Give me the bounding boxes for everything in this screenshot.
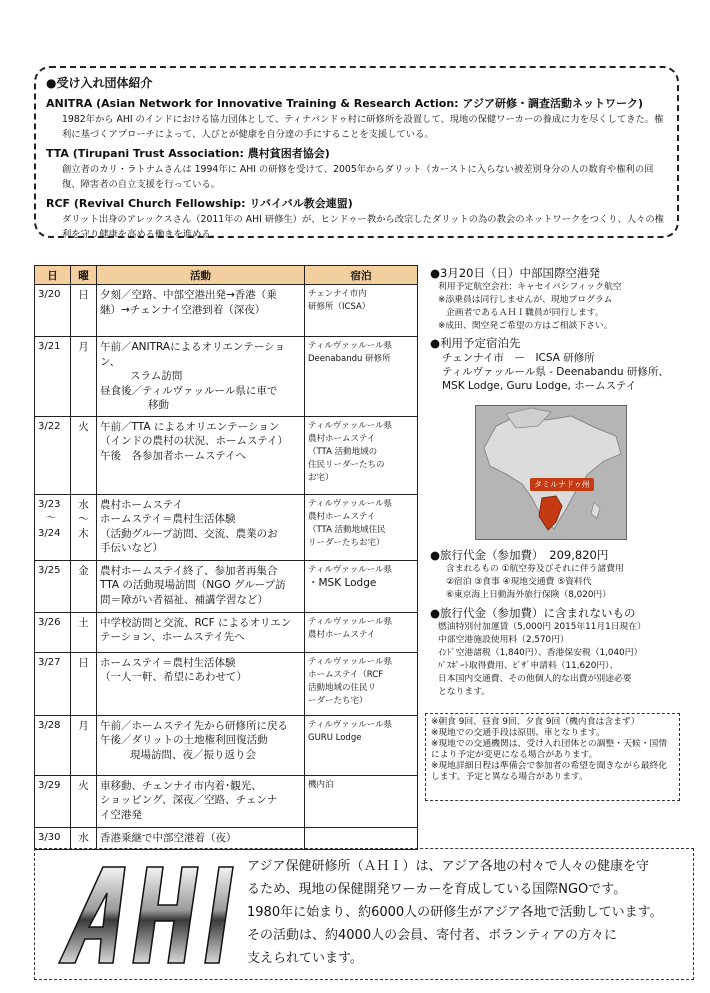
activity-line: 午後 各参加者ホームステイへ — [100, 449, 247, 462]
lodging-line: ティルヴァッルール県 — [308, 719, 393, 730]
ahi-description — [247, 855, 687, 970]
lodging-line: 活動地域の住民リ — [308, 682, 377, 693]
row-activity — [97, 775, 305, 827]
activity-line: 農村ホームステイ — [100, 498, 184, 511]
activity-line: 現場訪問、夜／振り返り会 — [130, 748, 256, 761]
ahi-logo-graphic — [55, 859, 235, 971]
row-activity — [97, 337, 305, 417]
org-title: ANITRA (Asian Network for Innovative Training & Research Action: アジア研修・調査活動ネットワーク) — [46, 97, 643, 110]
excluded-line: ﾊﾟｽﾎﾟｰﾄ取得費用、ﾋﾞｻﾞ申請料（11,620円）、 — [438, 661, 619, 671]
activity-line: スラム訪問 — [130, 370, 183, 382]
lodging-line: ティルヴァッルール県 — [308, 498, 393, 509]
row-dow: 日 — [71, 652, 97, 715]
row-date: 3/30 — [35, 827, 71, 849]
activity-line: ホームステイ＝農村生活体験 — [100, 513, 236, 525]
lodging-line: 農村ホームステイ — [308, 629, 376, 640]
activity-line: 香港乗継で中部空港着（夜） — [100, 831, 237, 844]
table-row — [35, 715, 418, 775]
row-dow: 日 — [71, 285, 97, 337]
row-dow: 土 — [71, 612, 97, 652]
header-date: 日 — [35, 266, 71, 285]
activity-line: イ空港発 — [100, 808, 142, 821]
org-description: 創立者のカリ・ラトナムさんは 1994年に AHI の研修を受けて、2005年からダリット（カーストに入らない被差別身分の人の数育や権利の回復、障害者の自立支援を行っている。 — [62, 164, 654, 190]
fee-line: 含まれるもの ①航空券及びそれに伴う諸費用 — [446, 564, 624, 574]
lodging-line: 住民リーダーたちの — [308, 459, 385, 470]
activity-line: 移動 — [148, 399, 169, 411]
lodging-line: ティルヴァッルール県 — [308, 616, 393, 627]
activity-line: ショッピング、深夜／空路、チェンナ — [100, 794, 278, 806]
lodging-line: チェンナイ市 ー ICSA 研修所 — [442, 352, 595, 364]
row-date: 3/28 — [35, 715, 71, 775]
activity-line: TTA の活動現場訪問（NGO グループ訪 — [100, 579, 286, 591]
table-row — [35, 652, 418, 715]
activity-line: 農村ホームステイ終了、参加者再集合 — [100, 564, 278, 577]
dow-end: 木 — [78, 527, 89, 540]
table-row — [35, 285, 418, 337]
row-activity — [97, 285, 305, 337]
row-activity — [97, 416, 305, 494]
lodging-line: （TTA 活動地域住民 — [308, 524, 386, 535]
row-activity — [97, 612, 305, 652]
fee-line: ⑥東京海上日動海外旅行保険（8,020円） — [446, 590, 612, 600]
row-date: 3/25 — [35, 560, 71, 612]
row-date — [35, 494, 71, 560]
activity-line: 問＝障がい者福祉、補講学習など） — [100, 593, 268, 606]
fee-heading: ●旅行代金（参加費） 209,820円 — [430, 548, 609, 562]
activity-line: 夕刻／空路、中部空港出発→香港（乗 — [100, 289, 277, 301]
row-date: 3/21 — [35, 337, 71, 417]
row-date: 3/26 — [35, 612, 71, 652]
org-anitra — [46, 95, 667, 142]
row-lodging — [305, 337, 418, 417]
note-line: ※朝食 9回、昼食 9回、夕食 9回（機内食は含まず） — [431, 717, 640, 727]
row-dow: 火 — [71, 416, 97, 494]
india-map-graphic — [476, 406, 626, 539]
excluded-line: となります。 — [438, 687, 491, 697]
lodging-line: 機内泊 — [308, 779, 334, 790]
departure-line: 利用予定航空会社：キャセイパシフィック航空 — [438, 282, 622, 292]
row-date: 3/27 — [35, 652, 71, 715]
table-header-row — [35, 266, 418, 285]
row-lodging — [305, 416, 418, 494]
ahi-description-line: 支えられています。 — [247, 951, 363, 966]
excluded-line: 日本国内交通費、その他個人的な出費が別途必要 — [438, 674, 632, 684]
row-date: 3/29 — [35, 775, 71, 827]
tamil-nadu-label: タミルナドゥ州 — [530, 478, 594, 491]
activity-line: ホームステイ＝農村生活体験 — [100, 656, 236, 669]
lodging-line: ・MSK Lodge — [308, 576, 377, 589]
row-lodging — [305, 827, 418, 849]
row-dow: 月 — [71, 715, 97, 775]
lodging-line: ホームステイ（RCF — [308, 669, 384, 680]
lodging-line: お宅） — [308, 472, 334, 483]
org-description: 1982年から AHI のインドにおける協力団体として、ティナバンドゥ村に研修所を設置して、現地の保健ワーカーの養成に力を尽くしてきた。権利に基づくアプローチによって、人びとが健康を自分達の手にすることを支援している。 — [62, 114, 664, 140]
activity-line: （インドの農村の状況、ホームステイ） — [100, 435, 289, 447]
note-line: ※現地での交通機関は、受け入れ団体との調整・天候・国情により予定が変更になる場合があります。 — [431, 739, 668, 760]
ahi-description-line: その活動は、約4000人の会員、寄付者、ボランティアの方々に — [247, 928, 618, 943]
lodging-line: MSK Lodge, Guru Lodge, ホームステイ — [442, 380, 637, 392]
row-dow — [71, 494, 97, 560]
lodging-line: ティルヴァッルール県 - Deenabandu 研修所、 — [442, 366, 669, 378]
table-row — [35, 827, 418, 849]
row-lodging — [305, 560, 418, 612]
row-lodging — [305, 715, 418, 775]
note-line: ※現地での交通手段は原則、車となります。 — [431, 728, 605, 738]
trip-info-column — [430, 265, 685, 393]
activity-line: （一人一軒、希望にあわせて） — [100, 671, 247, 683]
table-row — [35, 416, 418, 494]
date-end: 3/24 — [38, 527, 61, 539]
org-rcf — [46, 195, 667, 242]
activity-line: 午前／TTA によるオリエンテーション — [100, 420, 280, 433]
row-dow: 月 — [71, 337, 97, 417]
row-activity — [97, 560, 305, 612]
table-row — [35, 775, 418, 827]
ahi-description-line: アジア保健研修所（ＡＨＩ）は、アジア各地の村々で人々の健康を守 — [247, 859, 649, 874]
activity-line: 継）→チェンナイ空港到着（深夜） — [100, 303, 266, 316]
lodging-line: 農村ホームステイ — [308, 433, 376, 444]
row-activity — [97, 652, 305, 715]
activity-line: 中学校訪問と交流、RCF によるオリエン — [100, 616, 292, 629]
departure-line: 企画者であるＡＨＩ職員が同行します。 — [446, 308, 604, 318]
lodging-line: ティルヴァッルール県 — [308, 420, 393, 431]
lodging-line: ティルヴァッルール県 — [308, 341, 393, 351]
lodging-line: ティルヴァッルール県 — [308, 564, 393, 575]
activity-line: 昼食後／ティルヴァッルール県に車で — [100, 384, 278, 397]
excluded-heading: ●旅行代金（参加費）に含まれないもの — [430, 606, 636, 620]
row-date: 3/20 — [35, 285, 71, 337]
intro-heading: ●受け入れ団体紹介 — [46, 76, 153, 90]
lodging-line: 研修所（ICSA） — [308, 302, 371, 312]
date-range-mark: 〜 — [46, 513, 56, 524]
row-activity — [97, 494, 305, 560]
table-row — [35, 494, 418, 560]
row-dow: 金 — [71, 560, 97, 612]
date-start: 3/23 — [38, 498, 61, 510]
ahi-logo — [55, 859, 235, 975]
excluded-line: ｲﾝﾄﾞ空港諸税（1,840円）、香港保安税（1,040円） — [438, 648, 643, 658]
row-activity — [97, 715, 305, 775]
schedule-table — [34, 265, 418, 850]
dow-start: 水 — [78, 498, 89, 511]
header-lodging: 宿泊 — [305, 266, 418, 285]
departure-heading: ●3月20日（日）中部国際空港発 — [430, 266, 600, 280]
note-line: ※現地詳細日程は準備会で参加者の希望を聞きながら最終化します。予定と異なる場合があります。 — [431, 761, 668, 782]
org-title: TTA (Tirupani Trust Association: 農村貧困者協会) — [46, 147, 330, 160]
ahi-footer-box — [34, 848, 694, 980]
row-lodging — [305, 612, 418, 652]
table-row — [35, 560, 418, 612]
row-lodging — [305, 652, 418, 715]
partner-intro-box — [34, 66, 679, 238]
notes-box — [425, 713, 680, 801]
fee-section — [430, 547, 692, 699]
activity-line: 午前／ホームステイ先から研修所に戻る — [100, 719, 289, 732]
org-description: ダリット出身のアレックスさん（2011年の AHI 研修生）が、ヒンドゥー教から改宗したダリットの為の教会のネットワークをつくり、人々の権利を守り健康を高める働きを進める。 — [62, 214, 664, 240]
header-dow: 曜 — [71, 266, 97, 285]
dow-range-mark: 〜 — [78, 513, 89, 525]
lodging-line: 農村ホームステイ — [308, 511, 376, 522]
lodging-line: GURU Lodge — [308, 732, 362, 743]
activity-line: 午後／ダリットの土地権利回復活動 — [100, 734, 268, 746]
excluded-line: 燃油特別付加運賃（5,000円 2015年11月1日現在） — [438, 622, 646, 632]
lodging-line: ーダーたち宅） — [308, 695, 368, 706]
excluded-line: 中部空港施設使用料（2,570円） — [438, 635, 569, 645]
ahi-description-line: るため、現地の保健開発ワーカーを育成している国際NGOです。 — [247, 882, 627, 897]
row-dow: 火 — [71, 775, 97, 827]
row-lodging — [305, 285, 418, 337]
row-activity — [97, 827, 305, 849]
activity-line: 午前／ANITRAによるオリエンテーション、 — [100, 341, 285, 368]
row-date: 3/22 — [35, 416, 71, 494]
lodging-line: ティルヴァッルール県 — [308, 656, 393, 667]
row-lodging — [305, 494, 418, 560]
departure-line: ※成田、関空発ご希望の方はご相談下さい。 — [438, 321, 613, 331]
lodging-line: （TTA 活動地域の — [308, 446, 378, 457]
ahi-description-line: 1980年に始まり、約6000人の研修生がアジア各地で活動しています。 — [247, 905, 663, 920]
row-lodging — [305, 775, 418, 827]
fee-line: ②宿泊 ③食事 ④現地交通費 ⑤資料代 — [446, 577, 592, 587]
activity-line: テーション、ホームステイ先へ — [100, 631, 245, 643]
table-row — [35, 612, 418, 652]
header-activity: 活動 — [97, 266, 305, 285]
lodging-line: リーダーたちお宅） — [308, 537, 385, 548]
org-tta — [46, 145, 667, 192]
lodging-heading: ●利用予定宿泊先 — [430, 336, 521, 350]
lodging-line: Deenabandu 研修所 — [308, 354, 391, 364]
departure-line: ※添乗員は同行しませんが、現地プログラム — [438, 295, 613, 305]
org-title: RCF (Revival Church Fellowship: リバイバル教会連盟) — [46, 197, 353, 210]
row-dow: 水 — [71, 827, 97, 849]
lodging-line: チェンナイ市内 — [308, 289, 367, 299]
activity-line: 手伝いなど） — [100, 542, 163, 554]
india-map — [475, 405, 627, 540]
table-row — [35, 337, 418, 417]
activity-line: （活動グループ訪問、交流、農業のお — [100, 527, 278, 540]
activity-line: 車移動、チェンナイ市内着･観光、 — [100, 779, 262, 792]
